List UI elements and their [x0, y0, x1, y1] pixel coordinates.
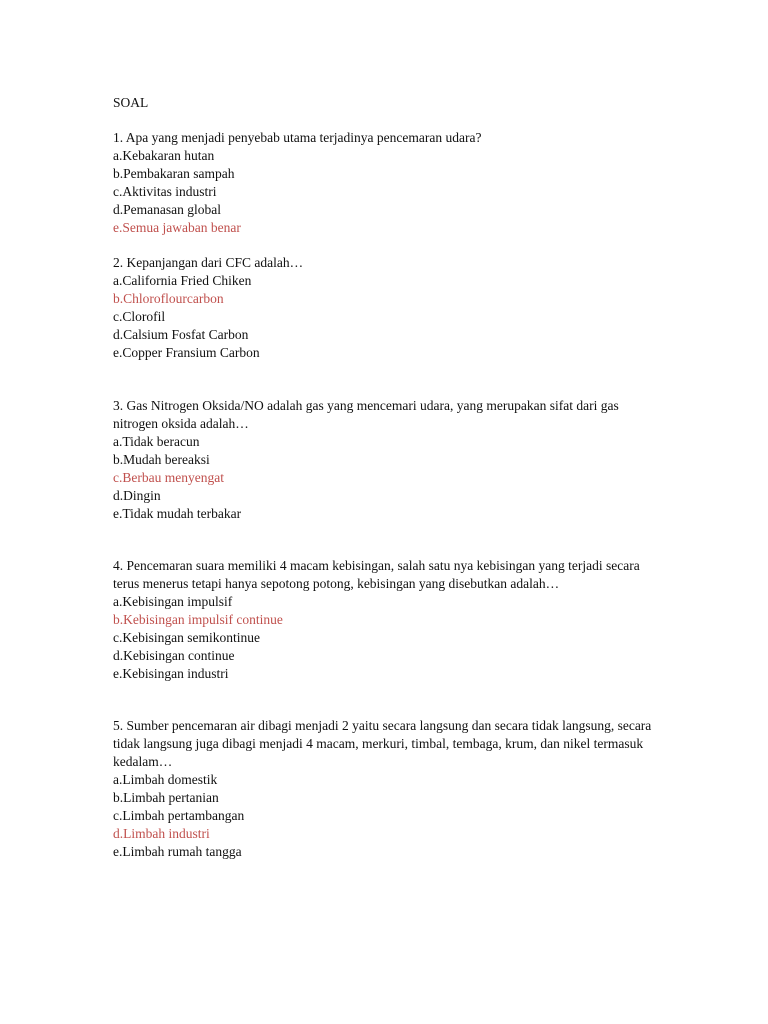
option-e: e.Kebisingan industri: [113, 666, 229, 681]
option-e-correct-answer: e.Semua jawaban benar: [113, 220, 241, 235]
question-3: [113, 397, 653, 523]
option-b-correct-answer: b.Chloroflourcarbon: [113, 291, 224, 306]
option-b: b.Mudah bereaksi: [113, 452, 210, 467]
option-a: a.Kebakaran hutan: [113, 148, 215, 163]
option-e: e.Limbah rumah tangga: [113, 844, 242, 859]
option-e: e.Copper Fransium Carbon: [113, 345, 260, 360]
option-c-correct-answer: c.Berbau menyengat: [113, 470, 224, 485]
option-d: d.Pemanasan global: [113, 202, 221, 217]
question-text: 3. Gas Nitrogen Oksida/NO adalah gas yang mencemari udara, yang merupakan sifat dari gas nitrogen oksida adalah…: [113, 398, 619, 431]
option-a: a.Limbah domestik: [113, 772, 218, 787]
question-4: [113, 557, 653, 683]
question-5: [113, 717, 653, 861]
option-d: d.Calsium Fosfat Carbon: [113, 327, 249, 342]
option-d: d.Dingin: [113, 488, 161, 503]
question-2: [113, 254, 653, 362]
option-c: c.Kebisingan semikontinue: [113, 630, 260, 645]
option-d: d.Kebisingan continue: [113, 648, 235, 663]
question-text: 4. Pencemaran suara memiliki 4 macam kebisingan, salah satu nya kebisingan yang terjadi secara terus menerus tetapi hanya sepotong potong, kebisingan yang disebutkan adalah…: [113, 558, 640, 591]
option-b: b.Pembakaran sampah: [113, 166, 235, 181]
option-d-correct-answer: d.Limbah industri: [113, 826, 210, 841]
option-a: a.California Fried Chiken: [113, 273, 252, 288]
option-b: b.Limbah pertanian: [113, 790, 219, 805]
option-c: c.Limbah pertambangan: [113, 808, 245, 823]
option-a: a.Kebisingan impulsif: [113, 594, 233, 609]
question-text: 2. Kepanjangan dari CFC adalah…: [113, 255, 304, 270]
option-a: a.Tidak beracun: [113, 434, 200, 449]
document-title: SOAL: [113, 95, 149, 110]
option-e: e.Tidak mudah terbakar: [113, 506, 242, 521]
option-c: c.Aktivitas industri: [113, 184, 217, 199]
option-b-correct-answer: b.Kebisingan impulsif continue: [113, 612, 283, 627]
question-text: 1. Apa yang menjadi penyebab utama terjadinya pencemaran udara?: [113, 130, 482, 145]
question-1: [113, 129, 653, 237]
option-c: c.Clorofil: [113, 309, 166, 324]
question-text: 5. Sumber pencemaran air dibagi menjadi 2 yaitu secara langsung dan secara tidak langsung, secara tidak langsung juga dibagi menjadi 4 macam, merkuri, timbal, tembaga, krum, dan nikel termasuk kedalam…: [113, 718, 652, 769]
